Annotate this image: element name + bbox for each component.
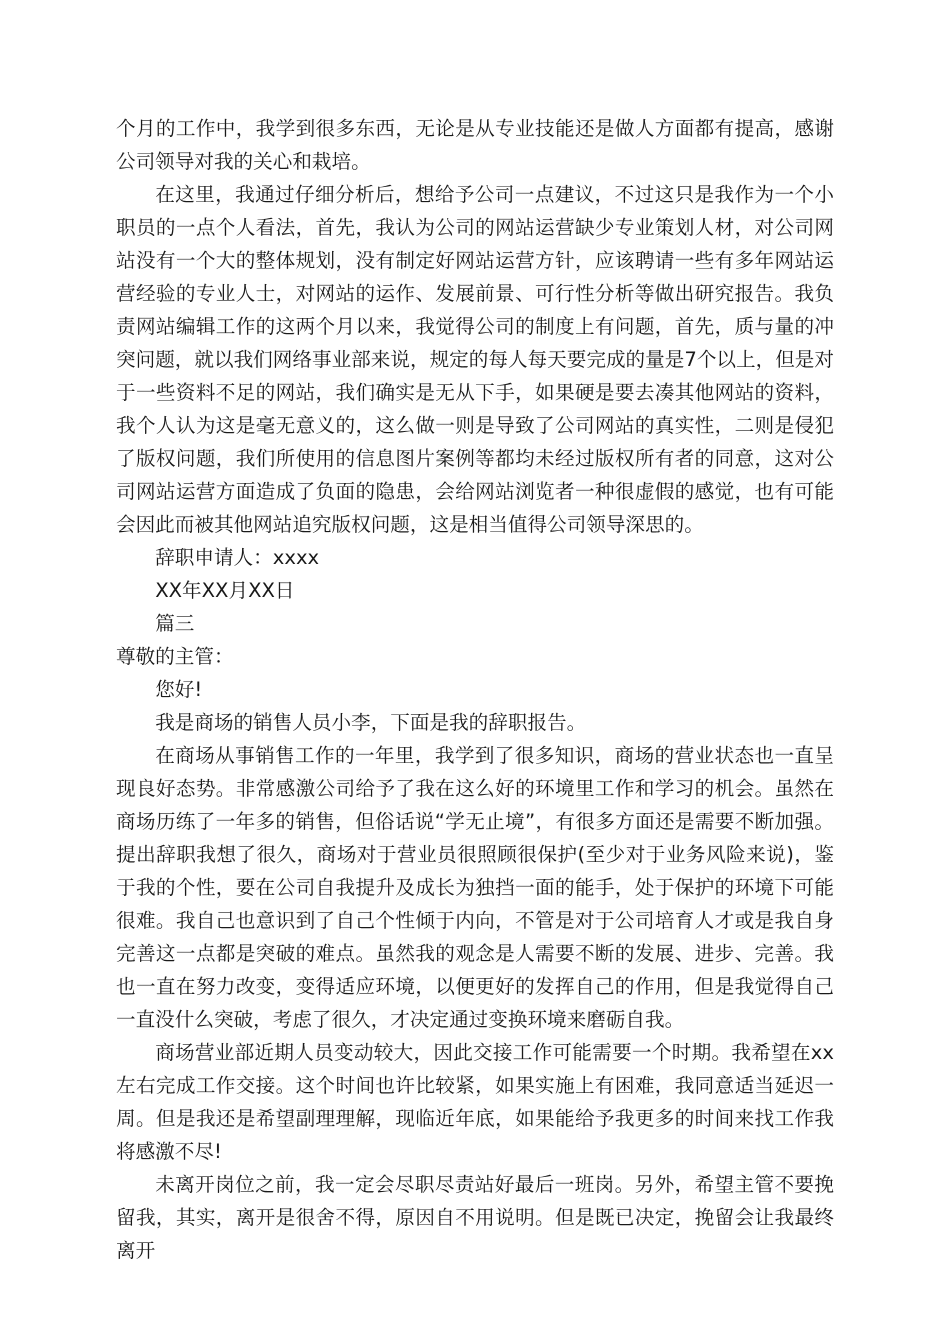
signature-applicant: 辞职申请人：xxxx: [155, 546, 320, 569]
document-body: [116, 112, 834, 1267]
paragraph-handover: 商场营业部近期人员变动较大，因此交接工作可能需要一个时期。我希望在xx左右完成工作交接。这个时间也许比较紧，如果实施上有困难，我同意适当延迟一周。但是我还是希望副理理解，现临近年底，如果能给予我更多的时间来找工作我将感激不尽!: [116, 1041, 834, 1163]
paragraph-suggestion: 在这里，我通过仔细分析后，想给予公司一点建议，不过这只是我作为一个小职员的一点个人看法，首先，我认为公司的网站运营缺少专业策划人材，对公司网站没有一个大的整体规划，没有制定好网站运营方针，应该聘请一些有多年网站运营经验的专业人士，对网站的运作、发展前景、可行性分析等做出研究报告。我负责网站编辑工作的这两个月以来，我觉得公司的制度上有问题，首先，质与量的冲突问题，就以我们网络事业部来说，规定的每人每天要完成的量是7个以上，但是对于一些资料不足的网站，我们确实是无从下手，如果硬是要去凑其他网站的资料，我个人认为这是毫无意义的，这么做一则是导致了公司网站的真实性，二则是侵犯了版权问题，我们所使用的信息图片案例等都均未经过版权所有者的同意，这对公司网站运营方面造成了负面的隐患，会给网站浏览者一种很虚假的感觉，也有可能会因此而被其他网站追究版权问题，这是相当值得公司领导深思的。: [116, 183, 834, 536]
paragraph-intro: 我是商场的销售人员小李，下面是我的辞职报告。: [155, 711, 587, 734]
paragraph-reasons: 在商场从事销售工作的一年里，我学到了很多知识，商场的营业状态也一直呈现良好态势。非常感激公司给予了我在这么好的环境里工作和学习的机会。虽然在商场历练了一年多的销售，但俗话说“学无止境”，有很多方面还是需要不断加强。提出辞职我想了很久，商场对于营业员很照顾很保护(至少对于业务风险来说)，鉴于我的个性，要在公司自我提升及成长为独挡一面的能手，处于保护的环境下可能很难。我自己也意识到了自己个性倾于内向，不管是对于公司培育人才或是我自身完善这一点都是突破的难点。虽然我的观念是人需要不断的发展、进步、完善。我也一直在努力改变，变得适应环境，以便更好的发挥自己的作用，但是我觉得自己一直没什么突破，考虑了很久，才决定通过变换环境来磨砺自我。: [116, 744, 834, 1031]
greeting: 您好!: [155, 678, 203, 701]
salutation: 尊敬的主管：: [116, 645, 234, 668]
paragraph-continuation: 个月的工作中，我学到很多东西，无论是从专业技能还是做人方面都有提高，感谢公司领导对我的关心和栽培。: [116, 117, 834, 173]
signature-date: XX年XX月XX日: [155, 579, 295, 602]
paragraph-closing: 未离开岗位之前，我一定会尽职尽责站好最后一班岗。另外，希望主管不要挽留我，其实，离开是很舍不得，原因自不用说明。但是既已决定，挽留会让我最终离开: [116, 1173, 834, 1262]
section-heading: 篇三: [155, 612, 195, 635]
